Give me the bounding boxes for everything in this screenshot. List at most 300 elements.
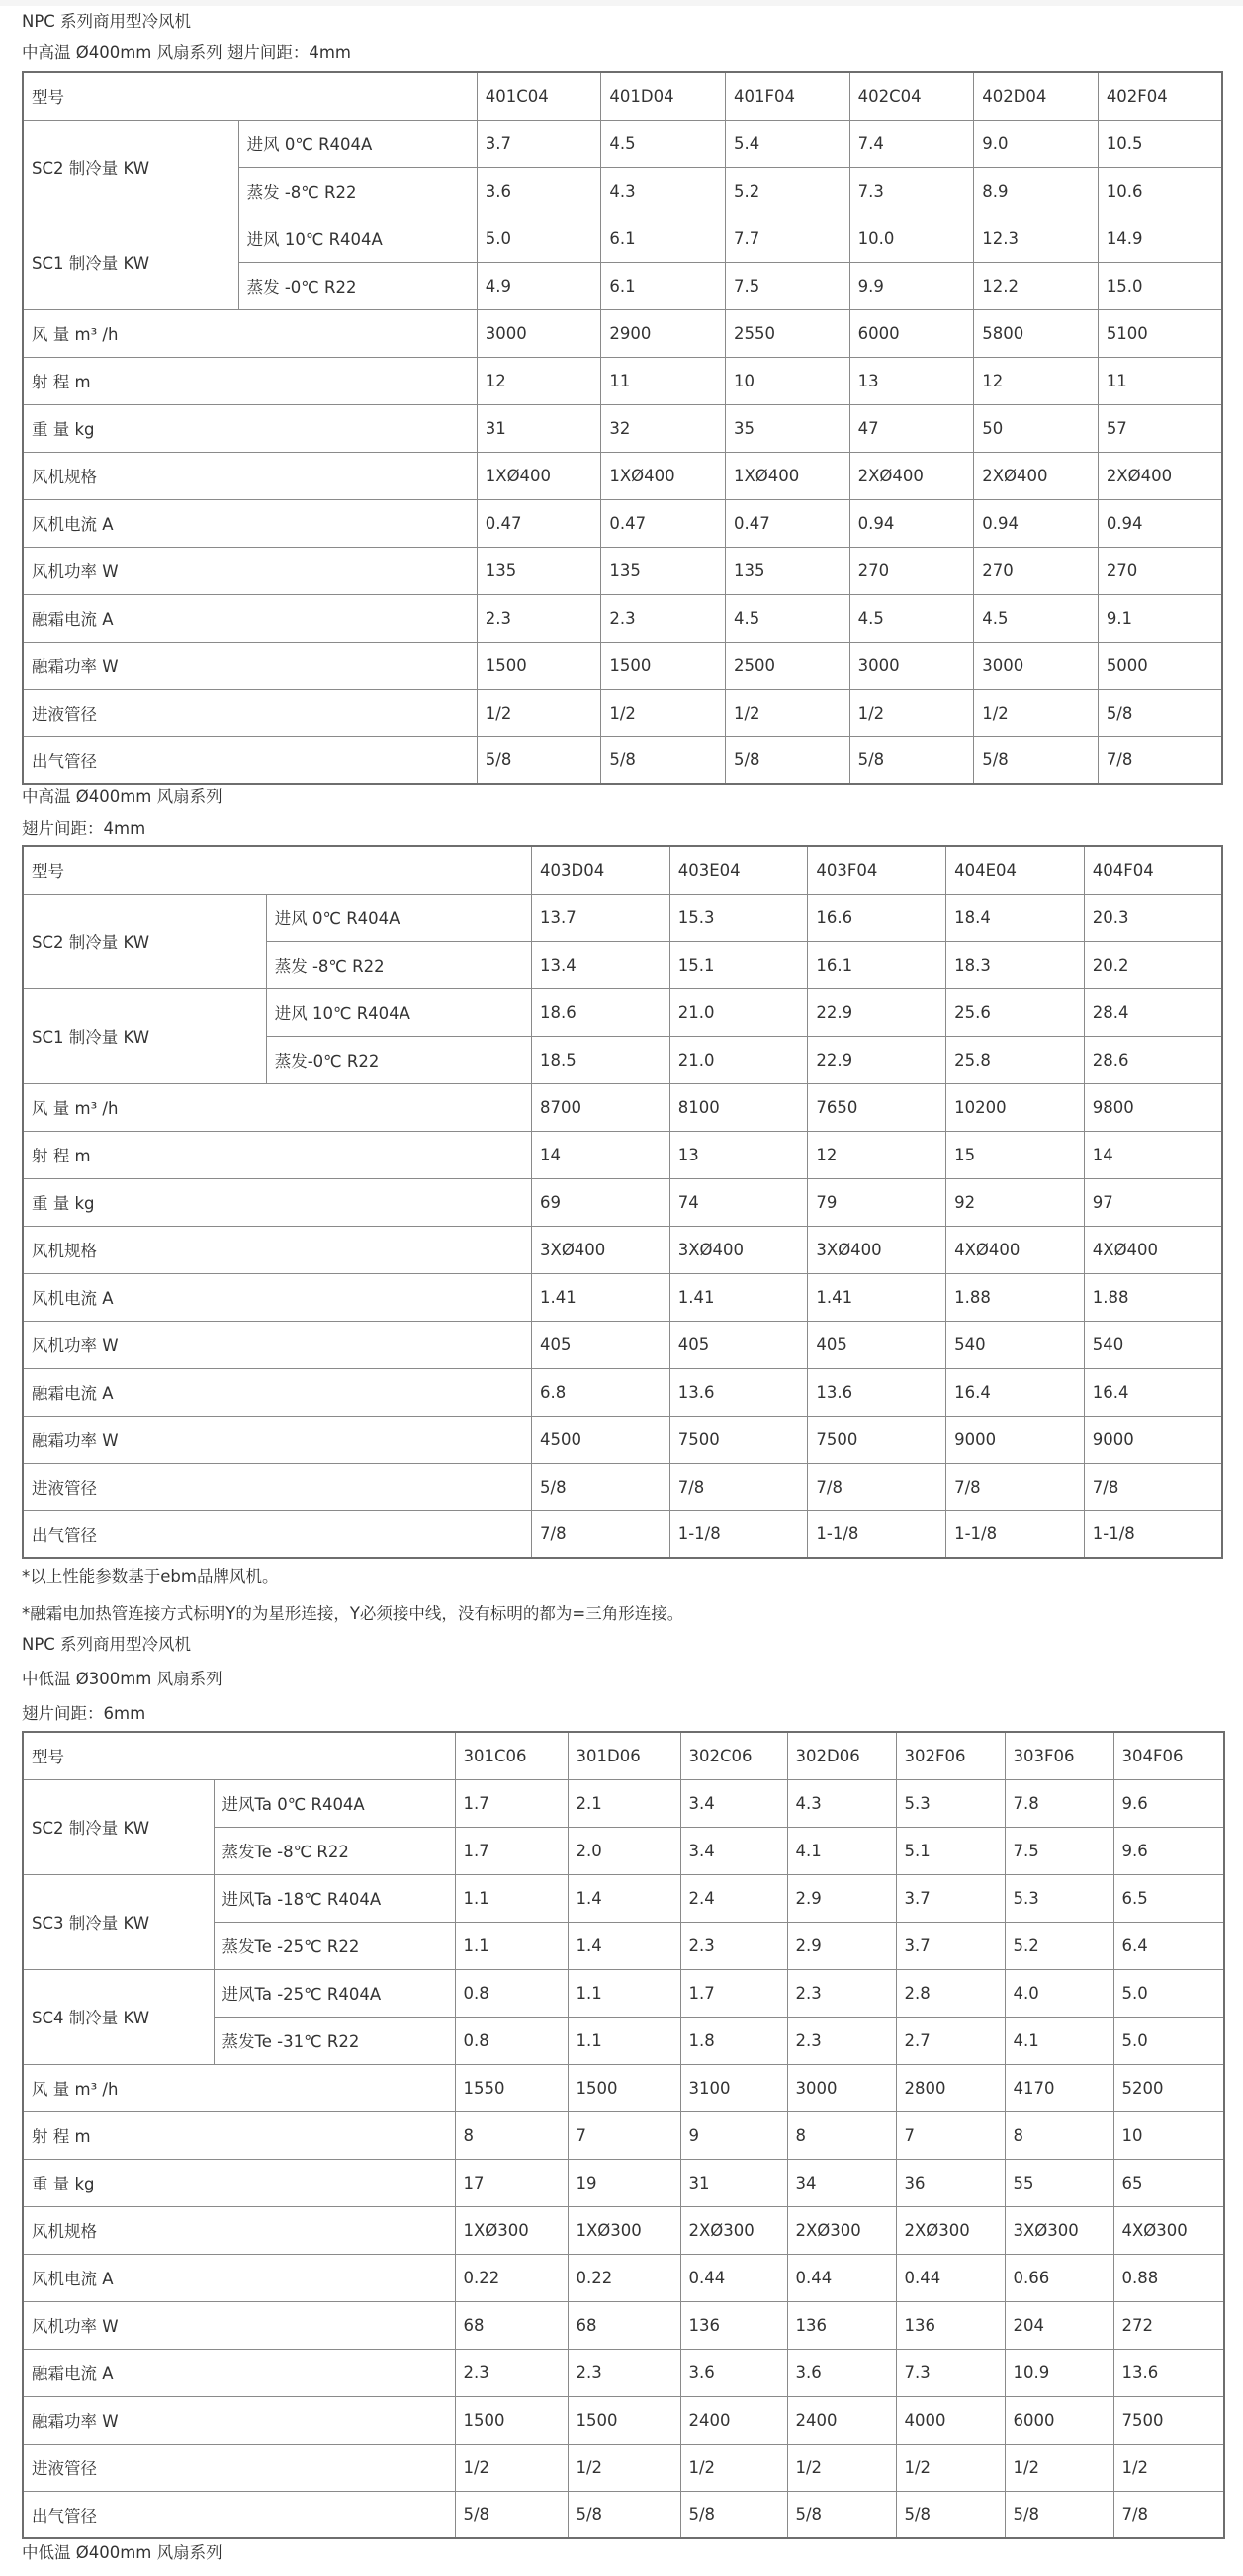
- value-cell: 7.8: [1005, 1779, 1113, 1827]
- value-cell: 21.0: [669, 1036, 808, 1083]
- value-cell: 136: [896, 2301, 1005, 2349]
- spec-label-cell: 融霜功率 W: [23, 642, 477, 689]
- capacity-condition-label: 进风Ta -18℃ R404A: [214, 1874, 455, 1922]
- capacity-condition-label: 蒸发Te -31℃ R22: [214, 2017, 455, 2064]
- value-cell: 2800: [896, 2064, 1005, 2111]
- value-cell: 18.4: [946, 894, 1085, 941]
- value-cell: 540: [1084, 1321, 1222, 1368]
- value-cell: 3XØ400: [669, 1226, 808, 1273]
- spec-row: [23, 2301, 1224, 2349]
- value-cell: 4.1: [1005, 2017, 1113, 2064]
- section-1-title: NPC 系列商用型冷风机: [22, 12, 192, 31]
- value-cell: 2.3: [787, 2017, 896, 2064]
- model-header-cell: 404E04: [946, 846, 1085, 894]
- value-cell: 4.5: [725, 594, 849, 642]
- value-cell: 0.22: [568, 2254, 680, 2301]
- value-cell: 0.94: [1098, 499, 1222, 547]
- header-row: [23, 846, 1222, 894]
- spec-row: [23, 594, 1222, 642]
- value-cell: 2.0: [568, 1827, 680, 1874]
- model-header-cell: 403D04: [532, 846, 670, 894]
- model-header-cell: 302C06: [680, 1732, 787, 1779]
- value-cell: 1/2: [974, 689, 1099, 736]
- value-cell: 5/8: [532, 1463, 670, 1510]
- value-cell: 12.2: [974, 262, 1099, 309]
- value-cell: 1.4: [568, 1874, 680, 1922]
- capacity-group-label: SC2 制冷量 KW: [23, 894, 266, 988]
- value-cell: 1.88: [946, 1273, 1085, 1321]
- value-cell: 0.8: [455, 1969, 568, 2017]
- value-cell: 20.2: [1084, 941, 1222, 988]
- value-cell: 8700: [532, 1083, 670, 1131]
- value-cell: 2XØ300: [896, 2206, 1005, 2254]
- header-row: [23, 72, 1222, 120]
- value-cell: 0.44: [787, 2254, 896, 2301]
- value-cell: 3.6: [477, 167, 601, 215]
- spec-table-2: [22, 845, 1223, 1559]
- value-cell: 1/2: [849, 689, 974, 736]
- value-cell: 5/8: [725, 736, 849, 784]
- value-cell: 15.3: [669, 894, 808, 941]
- value-cell: 13: [669, 1131, 808, 1178]
- value-cell: 136: [787, 2301, 896, 2349]
- value-cell: 1500: [455, 2396, 568, 2444]
- spec-row: [23, 2349, 1224, 2396]
- value-cell: 7.3: [849, 167, 974, 215]
- value-cell: 4.5: [974, 594, 1099, 642]
- section-3-title: NPC 系列商用型冷风机: [22, 1635, 192, 1654]
- value-cell: 18.3: [946, 941, 1085, 988]
- spec-label-cell: 融霜电流 A: [23, 2349, 455, 2396]
- value-cell: 4.1: [787, 1827, 896, 1874]
- section-3-fin-spacing: 翅片间距：6mm: [22, 1704, 146, 1723]
- model-header-cell: 403E04: [669, 846, 808, 894]
- capacity-row: [23, 1779, 1224, 1827]
- value-cell: 1.8: [680, 2017, 787, 2064]
- value-cell: 4XØ400: [1084, 1226, 1222, 1273]
- value-cell: 69: [532, 1178, 670, 1226]
- value-cell: 7650: [808, 1083, 946, 1131]
- spec-label-cell: 风机规格: [23, 2206, 455, 2254]
- spec-row: [23, 2159, 1224, 2206]
- value-cell: 13.6: [1113, 2349, 1224, 2396]
- spec-label-cell: 出气管径: [23, 736, 477, 784]
- value-cell: 5.1: [896, 1827, 1005, 1874]
- value-cell: 2.7: [896, 2017, 1005, 2064]
- value-cell: 3XØ400: [808, 1226, 946, 1273]
- value-cell: 270: [849, 547, 974, 594]
- capacity-row: [23, 215, 1222, 262]
- spec-label-cell: 融霜电流 A: [23, 1368, 532, 1416]
- value-cell: 0.44: [896, 2254, 1005, 2301]
- model-header-cell: 401F04: [725, 72, 849, 120]
- value-cell: 18.5: [532, 1036, 670, 1083]
- value-cell: 5/8: [787, 2491, 896, 2538]
- value-cell: 16.1: [808, 941, 946, 988]
- value-cell: 68: [455, 2301, 568, 2349]
- value-cell: 7: [896, 2111, 1005, 2159]
- spec-label-cell: 出气管径: [23, 2491, 455, 2538]
- document-page: [22, 0, 1223, 2563]
- value-cell: 2.9: [787, 1874, 896, 1922]
- value-cell: 135: [601, 547, 726, 594]
- header-row: [23, 1732, 1224, 1779]
- value-cell: 65: [1113, 2159, 1224, 2206]
- value-cell: 7: [568, 2111, 680, 2159]
- value-cell: 12: [974, 357, 1099, 404]
- value-cell: 3100: [680, 2064, 787, 2111]
- model-label-cell: 型号: [23, 72, 477, 120]
- value-cell: 0.8: [455, 2017, 568, 2064]
- value-cell: 7.7: [725, 215, 849, 262]
- value-cell: 4XØ400: [946, 1226, 1085, 1273]
- capacity-condition-label: 进风Ta -25℃ R404A: [214, 1969, 455, 2017]
- spec-row: [23, 1131, 1222, 1178]
- value-cell: 1/2: [680, 2444, 787, 2491]
- value-cell: 2.3: [787, 1969, 896, 2017]
- value-cell: 2.3: [601, 594, 726, 642]
- value-cell: 1/2: [787, 2444, 896, 2491]
- value-cell: 3.6: [680, 2349, 787, 2396]
- capacity-row: [23, 120, 1222, 167]
- spec-label-cell: 风 量 m³ /h: [23, 2064, 455, 2111]
- value-cell: 7.3: [896, 2349, 1005, 2396]
- spec-label-cell: 融霜功率 W: [23, 2396, 455, 2444]
- value-cell: 5/8: [680, 2491, 787, 2538]
- value-cell: 9.6: [1113, 1827, 1224, 1874]
- spec-label-cell: 风机功率 W: [23, 2301, 455, 2349]
- value-cell: 3.4: [680, 1779, 787, 1827]
- value-cell: 3XØ300: [1005, 2206, 1113, 2254]
- value-cell: 0.47: [601, 499, 726, 547]
- value-cell: 5/8: [455, 2491, 568, 2538]
- value-cell: 204: [1005, 2301, 1113, 2349]
- value-cell: 3000: [477, 309, 601, 357]
- value-cell: 2XØ300: [787, 2206, 896, 2254]
- value-cell: 2XØ400: [1098, 452, 1222, 499]
- spec-row: [23, 1226, 1222, 1273]
- value-cell: 1-1/8: [808, 1510, 946, 1558]
- capacity-condition-label: 进风 0℃ R404A: [238, 120, 477, 167]
- value-cell: 135: [725, 547, 849, 594]
- value-cell: 74: [669, 1178, 808, 1226]
- spec-label-cell: 出气管径: [23, 1510, 532, 1558]
- value-cell: 8100: [669, 1083, 808, 1131]
- value-cell: 2.4: [680, 1874, 787, 1922]
- value-cell: 0.44: [680, 2254, 787, 2301]
- value-cell: 13.4: [532, 941, 670, 988]
- value-cell: 1500: [601, 642, 726, 689]
- value-cell: 1500: [477, 642, 601, 689]
- value-cell: 1XØ300: [568, 2206, 680, 2254]
- value-cell: 10.6: [1098, 167, 1222, 215]
- value-cell: 7500: [669, 1416, 808, 1463]
- model-header-cell: 304F06: [1113, 1732, 1224, 1779]
- capacity-condition-label: 进风 10℃ R404A: [266, 988, 531, 1036]
- value-cell: 10.0: [849, 215, 974, 262]
- spec-label-cell: 重 量 kg: [23, 2159, 455, 2206]
- value-cell: 2.3: [477, 594, 601, 642]
- value-cell: 1/2: [1005, 2444, 1113, 2491]
- spec-row: [23, 1083, 1222, 1131]
- value-cell: 8: [455, 2111, 568, 2159]
- value-cell: 5/8: [974, 736, 1099, 784]
- capacity-group-label: SC2 制冷量 KW: [23, 1779, 214, 1874]
- top-strip: [0, 0, 1243, 6]
- value-cell: 3000: [849, 642, 974, 689]
- value-cell: 270: [1098, 547, 1222, 594]
- value-cell: 1/2: [477, 689, 601, 736]
- model-header-cell: 402D04: [974, 72, 1099, 120]
- value-cell: 4170: [1005, 2064, 1113, 2111]
- capacity-condition-label: 蒸发 -8℃ R22: [238, 167, 477, 215]
- value-cell: 50: [974, 404, 1099, 452]
- spec-row: [23, 404, 1222, 452]
- value-cell: 136: [680, 2301, 787, 2349]
- section-3: [22, 1635, 1223, 2539]
- value-cell: 1.41: [532, 1273, 670, 1321]
- spec-row: [23, 689, 1222, 736]
- value-cell: 2.9: [787, 1922, 896, 1969]
- value-cell: 79: [808, 1178, 946, 1226]
- value-cell: 14.9: [1098, 215, 1222, 262]
- value-cell: 10.5: [1098, 120, 1222, 167]
- value-cell: 16.4: [1084, 1368, 1222, 1416]
- value-cell: 3.7: [896, 1922, 1005, 1969]
- value-cell: 21.0: [669, 988, 808, 1036]
- value-cell: 47: [849, 404, 974, 452]
- value-cell: 12.3: [974, 215, 1099, 262]
- section-1: [22, 12, 1223, 785]
- value-cell: 97: [1084, 1178, 1222, 1226]
- spec-row: [23, 1368, 1222, 1416]
- value-cell: 15.0: [1098, 262, 1222, 309]
- value-cell: 4.0: [1005, 1969, 1113, 2017]
- value-cell: 2XØ300: [680, 2206, 787, 2254]
- value-cell: 405: [532, 1321, 670, 1368]
- capacity-group-label: SC1 制冷量 KW: [23, 215, 238, 309]
- value-cell: 2900: [601, 309, 726, 357]
- value-cell: 7/8: [1084, 1463, 1222, 1510]
- spec-label-cell: 重 量 kg: [23, 404, 477, 452]
- value-cell: 0.94: [974, 499, 1099, 547]
- model-header-cell: 402F04: [1098, 72, 1222, 120]
- value-cell: 5/8: [1005, 2491, 1113, 2538]
- note-ebm: *以上性能参数基于ebm品牌风机。: [22, 1567, 279, 1586]
- value-cell: 1.88: [1084, 1273, 1222, 1321]
- value-cell: 2500: [725, 642, 849, 689]
- value-cell: 1/2: [725, 689, 849, 736]
- spec-label-cell: 风 量 m³ /h: [23, 309, 477, 357]
- value-cell: 32: [601, 404, 726, 452]
- spec-row: [23, 452, 1222, 499]
- value-cell: 11: [601, 357, 726, 404]
- capacity-condition-label: 蒸发 -0℃ R22: [238, 262, 477, 309]
- capacity-condition-label: 进风 0℃ R404A: [266, 894, 531, 941]
- value-cell: 9.6: [1113, 1779, 1224, 1827]
- value-cell: 1.7: [455, 1779, 568, 1827]
- value-cell: 405: [669, 1321, 808, 1368]
- value-cell: 7/8: [669, 1463, 808, 1510]
- value-cell: 68: [568, 2301, 680, 2349]
- spec-label-cell: 进液管径: [23, 1463, 532, 1510]
- spec-row: [23, 2206, 1224, 2254]
- value-cell: 13.6: [669, 1368, 808, 1416]
- value-cell: 22.9: [808, 988, 946, 1036]
- value-cell: 6.1: [601, 262, 726, 309]
- value-cell: 7/8: [532, 1510, 670, 1558]
- value-cell: 9.0: [974, 120, 1099, 167]
- value-cell: 1/2: [568, 2444, 680, 2491]
- model-header-cell: 302D06: [787, 1732, 896, 1779]
- value-cell: 5/8: [1098, 689, 1222, 736]
- spec-table-1: [22, 71, 1223, 785]
- value-cell: 5/8: [896, 2491, 1005, 2538]
- spec-label-cell: 风 量 m³ /h: [23, 1083, 532, 1131]
- spec-row: [23, 1463, 1222, 1510]
- value-cell: 1.1: [455, 1874, 568, 1922]
- spec-row: [23, 736, 1222, 784]
- value-cell: 5100: [1098, 309, 1222, 357]
- spec-row: [23, 1510, 1222, 1558]
- value-cell: 19: [568, 2159, 680, 2206]
- spec-label-cell: 融霜电流 A: [23, 594, 477, 642]
- value-cell: 135: [477, 547, 601, 594]
- value-cell: 4.3: [787, 1779, 896, 1827]
- value-cell: 4.5: [849, 594, 974, 642]
- value-cell: 15: [946, 1131, 1085, 1178]
- value-cell: 7/8: [808, 1463, 946, 1510]
- value-cell: 5.0: [477, 215, 601, 262]
- value-cell: 2400: [680, 2396, 787, 2444]
- value-cell: 0.66: [1005, 2254, 1113, 2301]
- value-cell: 9.1: [1098, 594, 1222, 642]
- value-cell: 1500: [568, 2064, 680, 2111]
- spec-label-cell: 风机电流 A: [23, 1273, 532, 1321]
- value-cell: 5/8: [601, 736, 726, 784]
- value-cell: 9: [680, 2111, 787, 2159]
- value-cell: 12: [477, 357, 601, 404]
- value-cell: 3.7: [477, 120, 601, 167]
- value-cell: 5/8: [568, 2491, 680, 2538]
- value-cell: 4000: [896, 2396, 1005, 2444]
- value-cell: 18.6: [532, 988, 670, 1036]
- value-cell: 25.6: [946, 988, 1085, 1036]
- value-cell: 6.8: [532, 1368, 670, 1416]
- value-cell: 36: [896, 2159, 1005, 2206]
- value-cell: 3XØ400: [532, 1226, 670, 1273]
- value-cell: 2.8: [896, 1969, 1005, 2017]
- value-cell: 92: [946, 1178, 1085, 1226]
- value-cell: 55: [1005, 2159, 1113, 2206]
- spec-row: [23, 1273, 1222, 1321]
- capacity-row: [23, 988, 1222, 1036]
- spec-row: [23, 1321, 1222, 1368]
- value-cell: 3.7: [896, 1874, 1005, 1922]
- value-cell: 1-1/8: [946, 1510, 1085, 1558]
- model-label-cell: 型号: [23, 846, 532, 894]
- spec-label-cell: 风机功率 W: [23, 1321, 532, 1368]
- value-cell: 9800: [1084, 1083, 1222, 1131]
- value-cell: 16.4: [946, 1368, 1085, 1416]
- spec-row: [23, 642, 1222, 689]
- value-cell: 1/2: [455, 2444, 568, 2491]
- value-cell: 5.3: [1005, 1874, 1113, 1922]
- spec-label-cell: 风机电流 A: [23, 2254, 455, 2301]
- value-cell: 0.47: [725, 499, 849, 547]
- value-cell: 1.7: [680, 1969, 787, 2017]
- value-cell: 8.9: [974, 167, 1099, 215]
- section-2-fin-spacing: 翅片间距：4mm: [22, 819, 146, 838]
- spec-label-cell: 进液管径: [23, 689, 477, 736]
- value-cell: 4.3: [601, 167, 726, 215]
- spec-row: [23, 499, 1222, 547]
- value-cell: 1/2: [896, 2444, 1005, 2491]
- value-cell: 16.6: [808, 894, 946, 941]
- value-cell: 270: [974, 547, 1099, 594]
- model-header-cell: 404F04: [1084, 846, 1222, 894]
- value-cell: 5.4: [725, 120, 849, 167]
- value-cell: 2.3: [568, 2349, 680, 2396]
- spec-label-cell: 风机规格: [23, 1226, 532, 1273]
- value-cell: 0.88: [1113, 2254, 1224, 2301]
- value-cell: 4500: [532, 1416, 670, 1463]
- capacity-condition-label: 进风Ta 0℃ R404A: [214, 1779, 455, 1827]
- value-cell: 1XØ400: [601, 452, 726, 499]
- value-cell: 3000: [974, 642, 1099, 689]
- value-cell: 1XØ400: [725, 452, 849, 499]
- value-cell: 7.5: [1005, 1827, 1113, 1874]
- capacity-condition-label: 蒸发-0℃ R22: [266, 1036, 531, 1083]
- spec-row: [23, 547, 1222, 594]
- value-cell: 6.4: [1113, 1922, 1224, 1969]
- spec-row: [23, 2444, 1224, 2491]
- value-cell: 4.5: [601, 120, 726, 167]
- model-header-cell: 401C04: [477, 72, 601, 120]
- value-cell: 2.1: [568, 1779, 680, 1827]
- value-cell: 13.7: [532, 894, 670, 941]
- value-cell: 1.4: [568, 1922, 680, 1969]
- spec-label-cell: 射 程 m: [23, 357, 477, 404]
- spec-row: [23, 2064, 1224, 2111]
- capacity-group-label: SC2 制冷量 KW: [23, 120, 238, 215]
- value-cell: 17: [455, 2159, 568, 2206]
- capacity-group-label: SC3 制冷量 KW: [23, 1874, 214, 1969]
- model-header-cell: 401D04: [601, 72, 726, 120]
- value-cell: 14: [532, 1131, 670, 1178]
- value-cell: 5.0: [1113, 2017, 1224, 2064]
- value-cell: 8: [1005, 2111, 1113, 2159]
- value-cell: 5/8: [849, 736, 974, 784]
- value-cell: 1XØ300: [455, 2206, 568, 2254]
- value-cell: 3000: [787, 2064, 896, 2111]
- capacity-row: [23, 1969, 1224, 2017]
- value-cell: 7500: [1113, 2396, 1224, 2444]
- value-cell: 0.47: [477, 499, 601, 547]
- value-cell: 1.41: [669, 1273, 808, 1321]
- value-cell: 272: [1113, 2301, 1224, 2349]
- value-cell: 2550: [725, 309, 849, 357]
- value-cell: 6000: [1005, 2396, 1113, 2444]
- value-cell: 6.1: [601, 215, 726, 262]
- value-cell: 22.9: [808, 1036, 946, 1083]
- value-cell: 2400: [787, 2396, 896, 2444]
- value-cell: 15.1: [669, 941, 808, 988]
- value-cell: 6.5: [1113, 1874, 1224, 1922]
- section-3-subtitle: 中低温 Ø300mm 风扇系列: [22, 1670, 222, 1688]
- value-cell: 10: [1113, 2111, 1224, 2159]
- value-cell: 0.94: [849, 499, 974, 547]
